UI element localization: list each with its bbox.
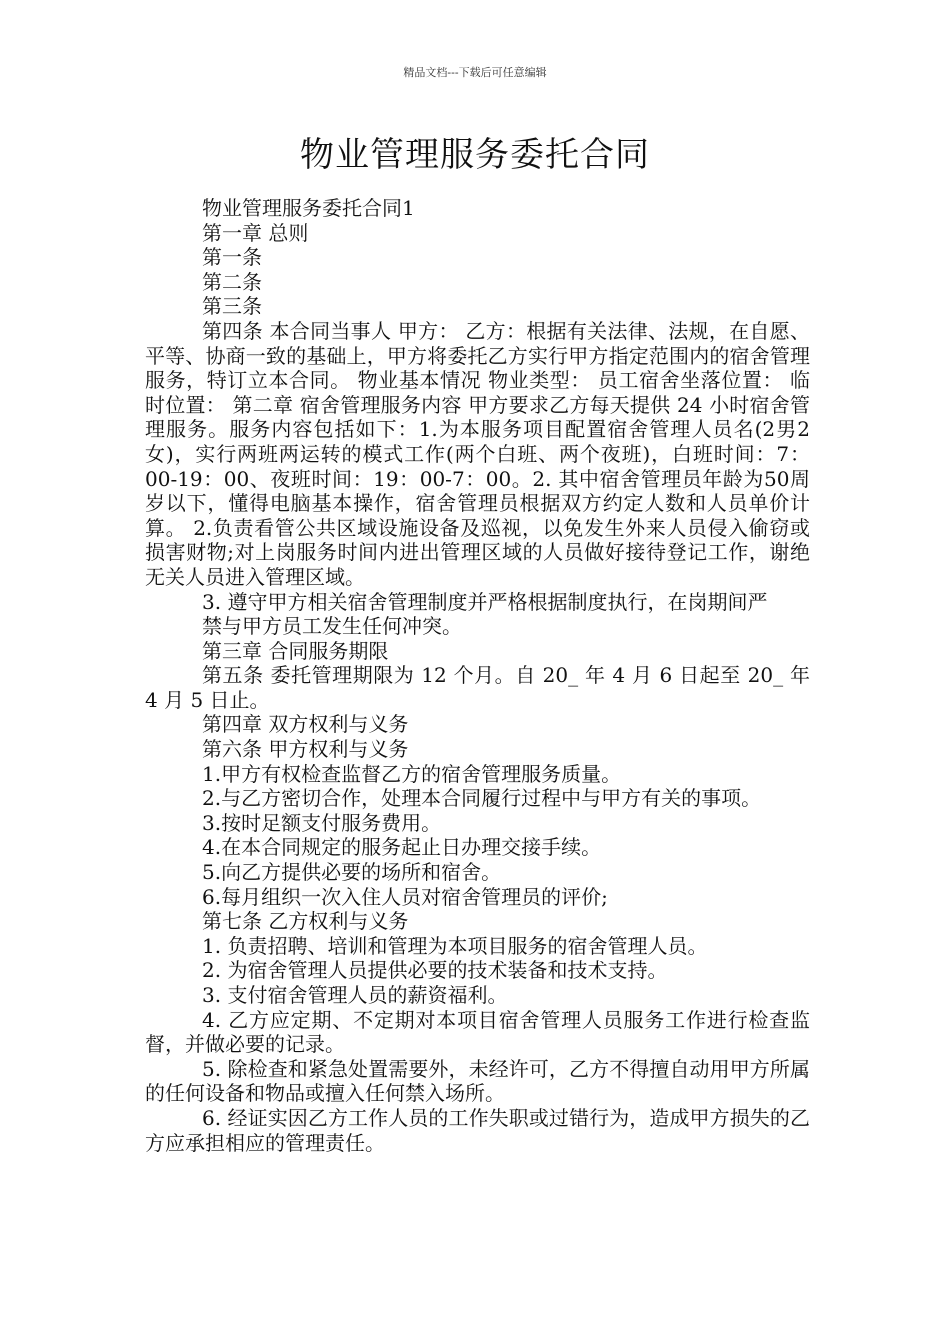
- article-7-heading: 第七条 乙方权利与义务: [202, 909, 409, 934]
- party-b-item-4: 4. 乙方应定期、不定期对本项目宿舍管理人员服务工作进行检查监督，并做必要的记录。: [145, 1007, 810, 1057]
- party-a-item-1: 1.甲方有权检查监督乙方的宿舍管理服务质量。: [202, 761, 622, 786]
- service-item-3-continued: 禁与甲方员工发生任何冲突。: [202, 614, 462, 639]
- article-1: 第一条: [202, 245, 262, 270]
- party-a-item-5: 5.向乙方提供必要的场所和宿舍。: [202, 860, 502, 885]
- party-b-item-2: 2. 为宿舍管理人员提供必要的技术装备和技术支持。: [202, 958, 668, 983]
- chapter-3-heading: 第三章 合同服务期限: [202, 638, 389, 663]
- party-b-item-1: 1. 负责招聘、培训和管理为本项目服务的宿舍管理人员。: [202, 933, 708, 958]
- party-b-item-3: 3. 支付宿舍管理人员的薪资福利。: [202, 983, 508, 1007]
- article-6-heading: 第六条 甲方权利与义务: [202, 737, 409, 762]
- page-header: 精品文档---下载后可任意编辑: [403, 66, 547, 79]
- document-body: [145, 196, 810, 1155]
- party-a-item-3: 3.按时足额支付服务费用。: [202, 810, 442, 835]
- article-2: 第二条: [202, 269, 262, 294]
- party-b-item-5: 5. 除检查和紧急处置需要外，未经许可，乙方不得擅自动用甲方所属的任何设备和物品或擅入任何禁入场所。: [145, 1056, 810, 1106]
- article-3: 第三条: [202, 294, 262, 319]
- paragraph-contract-name: 物业管理服务委托合同1: [202, 196, 415, 220]
- chapter-1-heading: 第一章 总则: [202, 220, 309, 245]
- party-a-item-2: 2.与乙方密切合作，处理本合同履行过程中与甲方有关的事项。: [202, 786, 762, 811]
- party-a-item-4: 4.在本合同规定的服务起止日办理交接手续。: [202, 835, 602, 860]
- chapter-4-heading: 第四章 双方权利与义务: [202, 712, 409, 737]
- article-5: 第五条 委托管理期限为 12 个月。自 20_ 年 4 月 6 日起至 20_ 年 4 月 5 日止。: [145, 663, 810, 712]
- article-4-paragraph: 第四条 本合同当事人 甲方： 乙方：根据有关法律、法规，在自愿、平等、协商一致的基础上，甲方将委托乙方实行甲方指定范围内的宿舍管理服务，特订立本合同。 物业基本情况 物业类型： 员工宿舍坐落位置： 临时位置： 第二章 宿舍管理服务内容 甲方要求乙方每天提供 24 小时宿舍管理服务。服务内容包括如下：1.为本服务项目配置宿舍管理人员名(2男2女)，实行两班两运转的模式工作(两个白班、两个夜班)，白班时间：7：00-19：00、夜班时间：19：00-7：00。2. 其中宿舍管理员年龄为50周岁以下，懂得电脑基本操作，宿舍管理员根据双方约定人数和人员单价计算。 2.负责看管公共区域设施设备及巡视，以免发生外来人员侵入偷窃或损害财物;对上岗服务时间内进出管理区域的人员做好接待登记工作，谢绝无关人员进入管理区域。: [145, 318, 810, 589]
- service-item-3: 3. 遵守甲方相关宿舍管理制度并严格根据制度执行，在岗期间严: [202, 589, 768, 614]
- party-a-item-6: 6.每月组织一次入住人员对宿舍管理员的评价;: [202, 884, 608, 909]
- document-title: 物业管理服务委托合同: [300, 135, 650, 175]
- party-b-item-6: 6. 经证实因乙方工作人员的工作失职或过错行为，造成甲方损失的乙方应承担相应的管理责任。: [145, 1105, 810, 1155]
